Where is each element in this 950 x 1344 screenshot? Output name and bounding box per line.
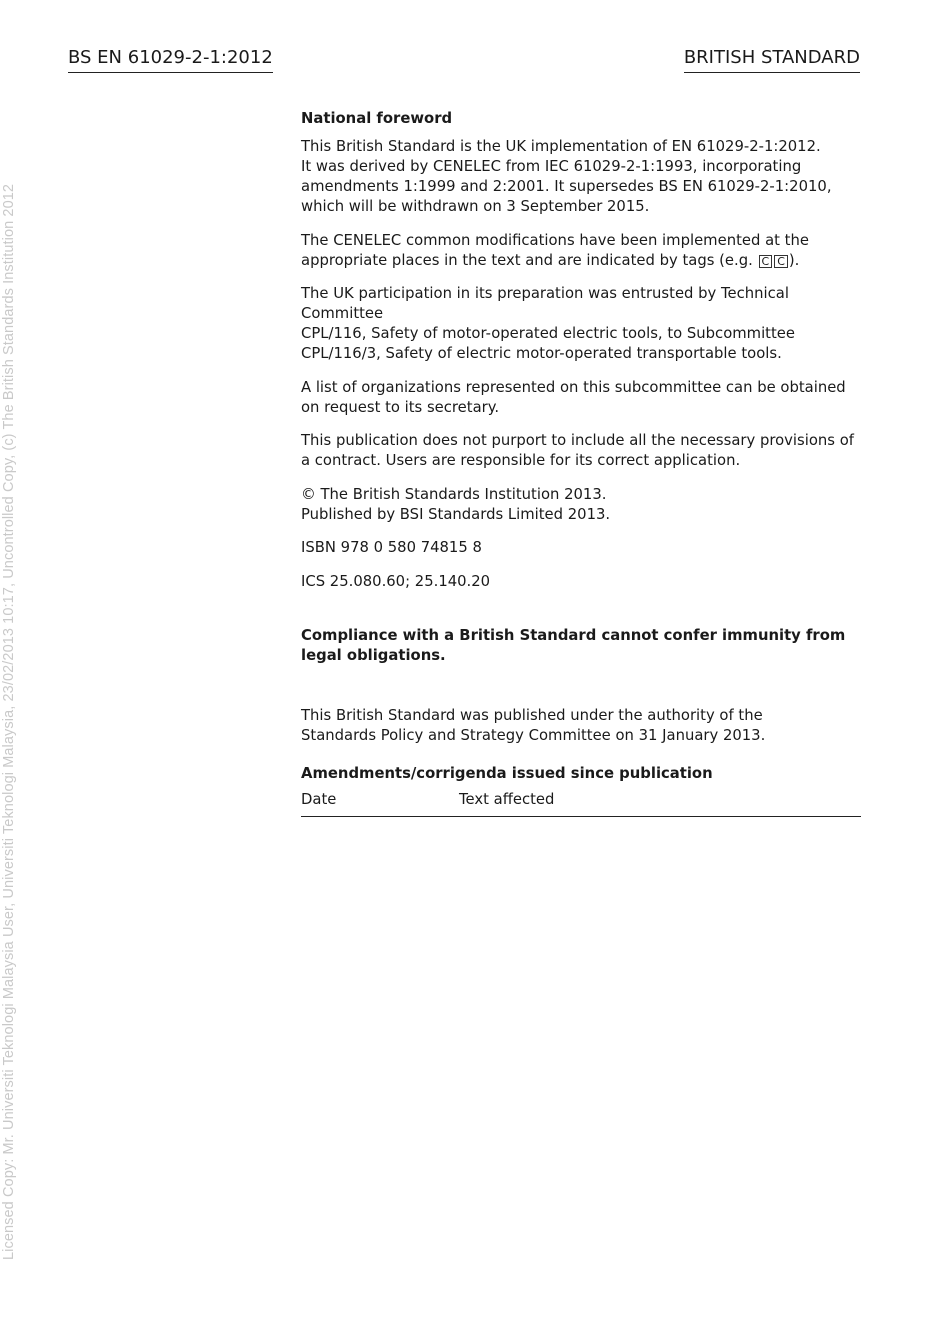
isbn: ISBN 978 0 580 74815 8	[301, 539, 482, 556]
foreword-title: National foreword	[301, 110, 453, 127]
column-date: Date	[301, 790, 337, 808]
column-text-affected: Text affected	[459, 790, 555, 808]
foreword-paragraph-organizations: A list of organizations represented on this subcommittee can be obtained on request to its secretary.	[301, 378, 846, 416]
foreword-paragraph-committee: The UK participation in its preparation was entrusted by Technical Committee CPL/116, Safety of motor-operated electric tools, to Subcommittee CPL/116/3, Safety of electric motor-operated transportable tools.	[301, 285, 795, 362]
modifications-end: ).	[788, 251, 800, 269]
tag-close-icon: C	[774, 255, 788, 268]
tag-open-icon: C	[759, 255, 773, 268]
document-type: BRITISH STANDARD	[684, 46, 860, 73]
amendments-title: Amendments/corrigenda issued since publication	[301, 764, 713, 782]
authority-statement: This British Standard was published under the authority of the Standards Policy and Strategy Committee on 31 January 2013.	[301, 706, 766, 744]
amendments-table-header	[301, 790, 861, 817]
copyright-notice: © The British Standards Institution 2013. Published by BSI Standards Limited 2013.	[301, 485, 611, 523]
national-foreword	[301, 109, 861, 817]
compliance-statement: Compliance with a British Standard cannot confer immunity from legal obligations.	[301, 626, 846, 664]
modifications-text: The CENELEC common modifications have been implemented at the appropriate places in the text and are indicated by tags (e.g.	[301, 231, 809, 269]
foreword-paragraph-implementation: This British Standard is the UK implementation of EN 61029-2-1:2012. It was derived by CENELEC from IEC 61029-2-1:1993, incorporating amendments 1:1999 and 2:2001. It supersedes BS EN 61029-2-1:2010, which will be withdrawn on 3 September 2015.	[301, 138, 832, 215]
document-code: BS EN 61029-2-1:2012	[68, 46, 273, 73]
foreword-paragraph-provisions: This publication does not purport to include all the necessary provisions of a contract. Users are responsible for its correct application.	[301, 432, 854, 469]
ics-code: ICS 25.080.60; 25.140.20	[301, 572, 491, 590]
foreword-paragraph-modifications	[301, 231, 861, 271]
license-watermark: Licensed Copy: Mr. Universiti Teknologi Malaysia User, Universiti Teknologi Malaysia, 23/02/2013 10:17, Uncontrolled Copy, (c) The British Standards Institution 2012	[1, 183, 17, 1260]
